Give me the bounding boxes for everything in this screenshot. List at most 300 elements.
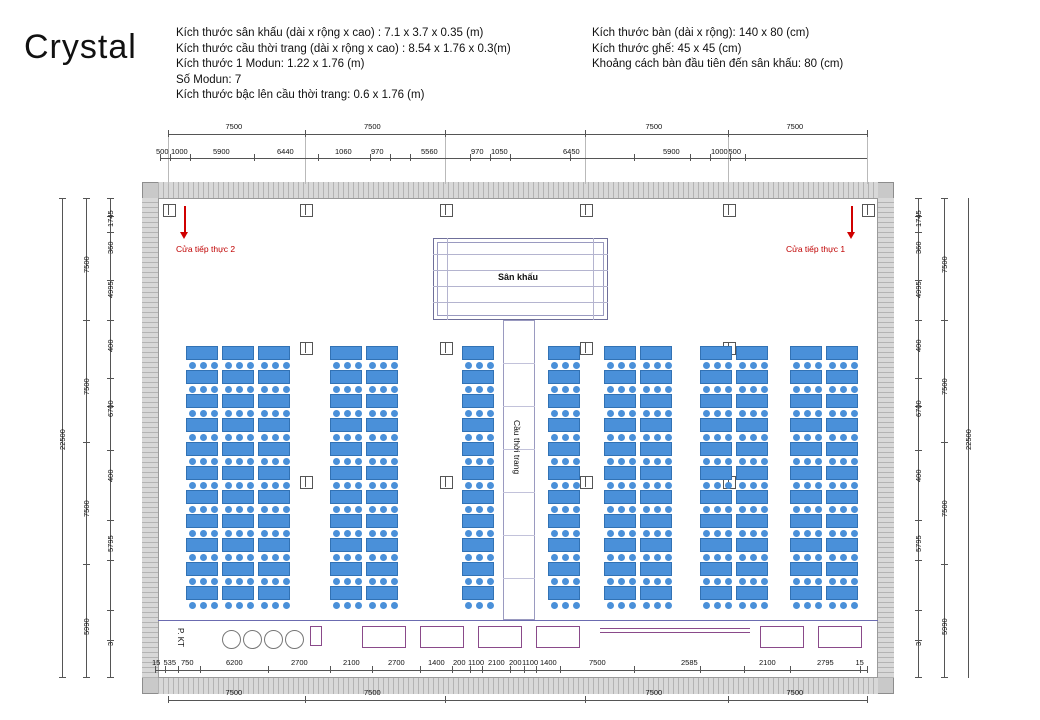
dimension-tick: [941, 442, 948, 443]
chair: [703, 530, 710, 537]
chair: [851, 386, 858, 393]
chair: [211, 506, 218, 513]
banquet-table: [366, 442, 398, 456]
dimension-text: 5795: [914, 535, 923, 552]
dimension-text: 7500: [364, 122, 381, 131]
chair: [761, 362, 768, 369]
banquet-table: [790, 418, 822, 432]
banquet-table: [736, 538, 768, 552]
chair: [714, 434, 721, 441]
chair: [333, 434, 340, 441]
chair: [476, 602, 483, 609]
chair: [189, 386, 196, 393]
chair: [247, 554, 254, 561]
chair: [573, 386, 580, 393]
chair: [261, 410, 268, 417]
chair: [283, 458, 290, 465]
chair: [643, 362, 650, 369]
dimension-text: 5900: [213, 147, 230, 156]
banquet-table: [640, 466, 672, 480]
chair: [551, 458, 558, 465]
banquet-table: [736, 562, 768, 576]
chair: [739, 554, 746, 561]
banquet-table: [736, 490, 768, 504]
banquet-table: [258, 466, 290, 480]
banquet-table: [826, 466, 858, 480]
chair: [551, 434, 558, 441]
dimension-tick: [915, 677, 922, 678]
chair: [211, 602, 218, 609]
banquet-table: [604, 442, 636, 456]
column-mark: [300, 204, 313, 217]
chair: [654, 578, 661, 585]
dimension-tick: [168, 130, 169, 137]
banquet-table: [700, 490, 732, 504]
banquet-table: [186, 346, 218, 360]
banquet-table: [462, 538, 494, 552]
dimension-tick: [254, 154, 255, 161]
spec-line: Số Modun: 7: [176, 73, 242, 86]
catwalk-module-line: [503, 363, 535, 364]
chair: [261, 434, 268, 441]
dimension-tick: [107, 232, 114, 233]
chair: [840, 530, 847, 537]
chair: [476, 482, 483, 489]
dimension-text: 1400: [540, 658, 557, 667]
chair: [815, 482, 822, 489]
chair: [643, 386, 650, 393]
banquet-table: [548, 490, 580, 504]
chair: [804, 434, 811, 441]
banquet-table: [258, 562, 290, 576]
dimension-tick: [915, 520, 922, 521]
dimension-tick: [268, 666, 269, 673]
dimension-text: 200: [509, 658, 522, 667]
chair: [200, 410, 207, 417]
banquet-table: [736, 346, 768, 360]
chair: [551, 386, 558, 393]
chair: [654, 458, 661, 465]
chair: [573, 602, 580, 609]
chair: [607, 506, 614, 513]
chair: [815, 386, 822, 393]
chair: [750, 410, 757, 417]
dimension-text: 3: [106, 641, 115, 646]
chair: [211, 578, 218, 585]
banquet-table: [462, 466, 494, 480]
chair: [236, 578, 243, 585]
catwalk-module-line: [503, 535, 535, 536]
chair: [629, 410, 636, 417]
chair: [629, 530, 636, 537]
page-title: Crystal: [24, 28, 137, 66]
banquet-table: [736, 442, 768, 456]
chair: [665, 506, 672, 513]
chair: [369, 578, 376, 585]
banquet-table: [186, 586, 218, 600]
grid-line: [728, 134, 729, 184]
dimension-tick: [915, 198, 922, 199]
banquet-table: [258, 514, 290, 528]
chair: [487, 506, 494, 513]
chair: [355, 458, 362, 465]
chair: [369, 554, 376, 561]
grid-line: [168, 134, 169, 184]
chair: [840, 386, 847, 393]
column-mark: [580, 476, 593, 489]
banquet-table: [826, 370, 858, 384]
chair: [643, 506, 650, 513]
banquet-table: [548, 466, 580, 480]
banquet-table: [366, 370, 398, 384]
chair: [804, 362, 811, 369]
chair: [355, 602, 362, 609]
chair: [261, 602, 268, 609]
banquet-table: [258, 586, 290, 600]
banquet-table: [548, 418, 580, 432]
dimension-tick: [690, 154, 691, 161]
chair: [344, 410, 351, 417]
spec-line: Kích thước ghế: 45 x 45 (cm): [592, 42, 742, 55]
banquet-table: [462, 562, 494, 576]
chair: [618, 410, 625, 417]
chair: [380, 530, 387, 537]
chair: [643, 554, 650, 561]
chair: [236, 602, 243, 609]
chair: [761, 554, 768, 561]
chair: [618, 506, 625, 513]
chair: [333, 506, 340, 513]
banquet-table: [790, 562, 822, 576]
grid-line: [445, 134, 446, 184]
banquet-table: [330, 490, 362, 504]
chair: [247, 434, 254, 441]
dimension-text: 22500: [964, 429, 973, 450]
banquet-table: [640, 442, 672, 456]
dimension-tick: [107, 450, 114, 451]
chair: [829, 434, 836, 441]
chair: [573, 506, 580, 513]
chair: [283, 386, 290, 393]
chair: [643, 578, 650, 585]
chair: [703, 482, 710, 489]
chair: [476, 578, 483, 585]
chair: [750, 506, 757, 513]
banquet-table: [222, 562, 254, 576]
dimension-tick: [107, 610, 114, 611]
chair: [654, 386, 661, 393]
dimension-tick: [305, 130, 306, 137]
chair: [200, 530, 207, 537]
chair: [236, 554, 243, 561]
chair: [211, 530, 218, 537]
chair: [465, 434, 472, 441]
chair: [607, 554, 614, 561]
banquet-table: [330, 394, 362, 408]
chair: [333, 578, 340, 585]
chair: [261, 530, 268, 537]
chair: [703, 386, 710, 393]
column-mark: [440, 204, 453, 217]
chair: [465, 410, 472, 417]
fixture-box: [310, 626, 322, 646]
chair: [283, 482, 290, 489]
dimension-text: 400: [914, 469, 923, 482]
chair: [750, 578, 757, 585]
chair: [804, 410, 811, 417]
chair: [840, 410, 847, 417]
chair: [333, 554, 340, 561]
chair: [665, 362, 672, 369]
chair: [665, 434, 672, 441]
chair: [793, 386, 800, 393]
grid-line: [585, 134, 586, 184]
dimension-line: [168, 134, 867, 135]
dimension-tick: [107, 560, 114, 561]
chair: [355, 506, 362, 513]
dimension-tick: [524, 666, 525, 673]
chair: [851, 410, 858, 417]
chair: [804, 530, 811, 537]
dimension-tick: [915, 378, 922, 379]
chair: [369, 482, 376, 489]
chair: [380, 362, 387, 369]
banquet-table: [700, 514, 732, 528]
chair: [211, 554, 218, 561]
dimension-tick: [318, 154, 319, 161]
chair: [739, 602, 746, 609]
chair: [750, 602, 757, 609]
banquet-table: [640, 562, 672, 576]
chair: [487, 362, 494, 369]
chair: [283, 530, 290, 537]
chair: [261, 554, 268, 561]
chair: [211, 362, 218, 369]
dimension-text: 1745: [106, 210, 115, 227]
chair: [283, 578, 290, 585]
dimension-tick: [452, 666, 453, 673]
chair: [200, 386, 207, 393]
fixture-circle: [264, 630, 283, 649]
banquet-table: [640, 418, 672, 432]
chair: [283, 362, 290, 369]
chair: [200, 506, 207, 513]
chair: [804, 482, 811, 489]
dimension-tick: [305, 696, 306, 703]
chair: [665, 602, 672, 609]
banquet-table: [826, 418, 858, 432]
banquet-table: [790, 490, 822, 504]
chair: [840, 482, 847, 489]
chair: [618, 554, 625, 561]
dimension-text: 15: [855, 658, 864, 667]
chair: [703, 554, 710, 561]
chair: [487, 386, 494, 393]
chair: [665, 554, 672, 561]
chair: [840, 458, 847, 465]
chair: [573, 482, 580, 489]
chair: [391, 434, 398, 441]
dimension-text: 970: [371, 147, 384, 156]
chair: [643, 458, 650, 465]
chair: [714, 602, 721, 609]
banquet-table: [604, 346, 636, 360]
door-label-left: Cửa tiếp thực 2: [176, 244, 236, 254]
chair: [344, 482, 351, 489]
chair: [333, 482, 340, 489]
banquet-table: [700, 538, 732, 552]
chair: [551, 530, 558, 537]
dimension-tick: [155, 666, 156, 673]
chair: [476, 458, 483, 465]
chair: [380, 602, 387, 609]
door-leaf: [362, 626, 406, 648]
chair: [272, 530, 279, 537]
banquet-table: [330, 538, 362, 552]
dimension-text: 5990: [82, 617, 91, 635]
dimension-line: [110, 198, 111, 678]
chair: [355, 578, 362, 585]
chair: [391, 410, 398, 417]
banquet-table: [330, 346, 362, 360]
wall-hatch-left: [142, 198, 161, 678]
chair: [629, 602, 636, 609]
dimension-tick: [700, 666, 701, 673]
dimension-tick: [745, 154, 746, 161]
chair: [573, 530, 580, 537]
banquet-table: [790, 346, 822, 360]
chair: [654, 602, 661, 609]
chair: [851, 530, 858, 537]
banquet-table: [462, 418, 494, 432]
chair: [840, 554, 847, 561]
chair: [211, 410, 218, 417]
spec-list-left: [176, 26, 511, 104]
chair: [725, 458, 732, 465]
banquet-table: [700, 418, 732, 432]
chair: [725, 602, 732, 609]
chair: [573, 434, 580, 441]
chair: [829, 506, 836, 513]
chair: [562, 482, 569, 489]
chair: [189, 458, 196, 465]
chair: [465, 578, 472, 585]
chair: [369, 530, 376, 537]
chair: [355, 554, 362, 561]
banquet-table: [736, 586, 768, 600]
banquet-table: [548, 514, 580, 528]
banquet-table: [700, 394, 732, 408]
banquet-table: [258, 394, 290, 408]
banquet-table: [700, 370, 732, 384]
chair: [573, 578, 580, 585]
dimension-tick: [634, 666, 635, 673]
floor-plan: [0, 120, 1040, 720]
banquet-table: [330, 466, 362, 480]
chair: [629, 362, 636, 369]
dimension-tick: [330, 666, 331, 673]
banquet-table: [700, 346, 732, 360]
dimension-text: 2100: [488, 658, 505, 667]
chair: [236, 362, 243, 369]
dimension-text: 7500: [645, 688, 663, 697]
chair: [189, 530, 196, 537]
chair: [629, 506, 636, 513]
dimension-text: 750: [181, 658, 194, 667]
door-leaf: [760, 626, 804, 648]
chair: [739, 434, 746, 441]
dimension-tick: [744, 666, 745, 673]
chair: [380, 434, 387, 441]
dimension-tick: [867, 666, 868, 673]
pkt-label: P. KT: [176, 628, 185, 647]
banquet-table: [826, 514, 858, 528]
column-mark: [580, 204, 593, 217]
chair: [225, 506, 232, 513]
banquet-table: [330, 442, 362, 456]
dimension-tick: [560, 666, 561, 673]
chair: [750, 386, 757, 393]
chair: [333, 362, 340, 369]
chair: [851, 362, 858, 369]
chair: [551, 506, 558, 513]
dimension-tick: [585, 696, 586, 703]
chair: [618, 482, 625, 489]
chair: [236, 530, 243, 537]
chair: [236, 458, 243, 465]
banquet-table: [462, 370, 494, 384]
dimension-tick: [59, 677, 66, 678]
banquet-table: [258, 418, 290, 432]
chair: [391, 530, 398, 537]
banquet-table: [826, 538, 858, 552]
chair: [344, 386, 351, 393]
chair: [654, 434, 661, 441]
dimension-text: 4995: [106, 281, 115, 298]
chair: [714, 410, 721, 417]
dimension-text: 7500: [364, 688, 381, 697]
chair: [272, 362, 279, 369]
banquet-table: [366, 514, 398, 528]
chair: [618, 362, 625, 369]
dimension-text: 360: [106, 241, 115, 254]
banquet-table: [790, 394, 822, 408]
chair: [739, 506, 746, 513]
chair: [618, 578, 625, 585]
dimension-tick: [390, 154, 391, 161]
chair: [643, 410, 650, 417]
chair: [391, 506, 398, 513]
banquet-table: [330, 370, 362, 384]
chair: [380, 386, 387, 393]
banquet-table: [700, 562, 732, 576]
chair: [465, 362, 472, 369]
chair: [333, 458, 340, 465]
fixture-circle: [222, 630, 241, 649]
chair: [200, 482, 207, 489]
column-mark: [580, 342, 593, 355]
chair: [247, 506, 254, 513]
chair: [793, 602, 800, 609]
banquet-table: [222, 466, 254, 480]
chair: [344, 434, 351, 441]
chair: [725, 434, 732, 441]
chair: [725, 506, 732, 513]
dimension-text: 7500: [786, 122, 804, 131]
banquet-table: [186, 418, 218, 432]
chair: [369, 362, 376, 369]
dimension-text: 22500: [58, 429, 67, 450]
